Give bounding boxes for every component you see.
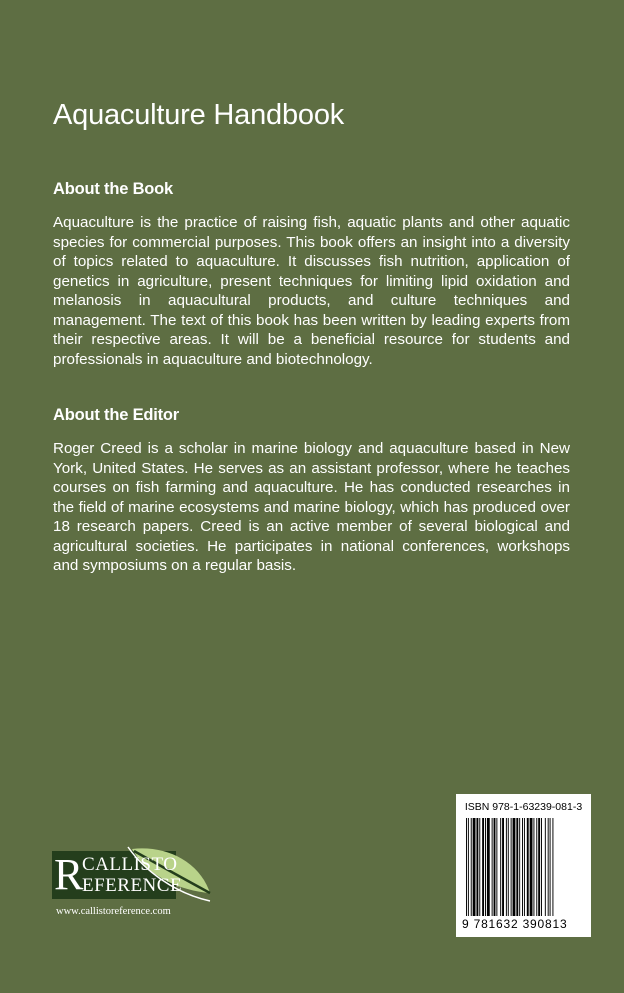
book-title: Aquaculture Handbook — [53, 99, 345, 131]
barcode-bar — [473, 818, 476, 916]
barcode-bar — [471, 818, 472, 916]
barcode-bar — [502, 818, 504, 916]
logo-reference-text: EFERENCE — [82, 875, 183, 896]
barcode-bar — [476, 818, 478, 916]
barcode-bar — [524, 818, 525, 916]
barcode-bar — [513, 818, 516, 916]
barcode-bar — [508, 818, 509, 916]
barcode-bar — [519, 818, 520, 916]
barcode-bar — [482, 818, 484, 916]
barcode-bar — [527, 818, 529, 916]
barcode-bar — [548, 818, 549, 916]
barcode-bar — [492, 818, 493, 916]
barcode-bar — [506, 818, 507, 916]
barcode-bar — [468, 818, 469, 916]
barcode-bar — [550, 818, 551, 916]
logo-r-letter: R — [54, 850, 84, 899]
barcode — [462, 818, 586, 916]
logo-callisto-text: CALLISTO — [82, 854, 178, 875]
publisher-website: www.callistoreference.com — [56, 906, 171, 917]
barcode-bar — [552, 818, 553, 916]
about-editor-text: Roger Creed is a scholar in marine biology and aquaculture based in New York, United States. He serves as an assistant professor, where he teaches courses on fish farming and aquaculture. He has conducted researches in the field of marine ecosystems and marine biology, which has produced over 18 research papers. Creed is an active member of several biological and agricultural societies. He participates in national conferences, workshops and symposiums on a regular basis. — [53, 440, 570, 574]
barcode-bar — [530, 818, 533, 916]
barcode-bar — [479, 818, 480, 916]
about-book-text: Aquaculture is the practice of raising fish, aquatic plants and other aquatic species for commercial purposes. This book offers an insight into a diversity of topics related to aquaculture. It discusses fish nutrition, application of genetics in agriculture, present techniques for limiting lipid oxidation and melanosis in aquacultural products, and culture techniques and management. The text of this book has been written by leading experts from their respective areas. It will be a beneficial resource for students and professionals in aquaculture and biotechnology. — [53, 214, 570, 368]
barcode-bar — [533, 818, 534, 916]
barcode-bar — [516, 818, 518, 916]
isbn-label: ISBN 978-1-63239-081-3 — [464, 801, 583, 813]
barcode-bar — [494, 818, 496, 916]
barcode-bar — [545, 818, 546, 916]
barcode-bar — [541, 818, 542, 916]
isbn-barcode-box — [456, 794, 591, 937]
barcode-bar — [511, 818, 512, 916]
barcode-bar — [466, 818, 467, 916]
barcode-bar — [496, 818, 497, 916]
about-book-heading: About the Book — [53, 180, 174, 198]
barcode-bar — [500, 818, 501, 916]
publisher-logo — [52, 845, 212, 905]
barcode-bar — [487, 818, 490, 916]
about-editor-heading: About the Editor — [53, 406, 180, 424]
barcode-digits: 9 781632 390813 — [462, 917, 568, 931]
barcode-bar — [485, 818, 486, 916]
barcode-bar — [522, 818, 523, 916]
barcode-bar — [538, 818, 540, 916]
barcode-bar — [536, 818, 537, 916]
